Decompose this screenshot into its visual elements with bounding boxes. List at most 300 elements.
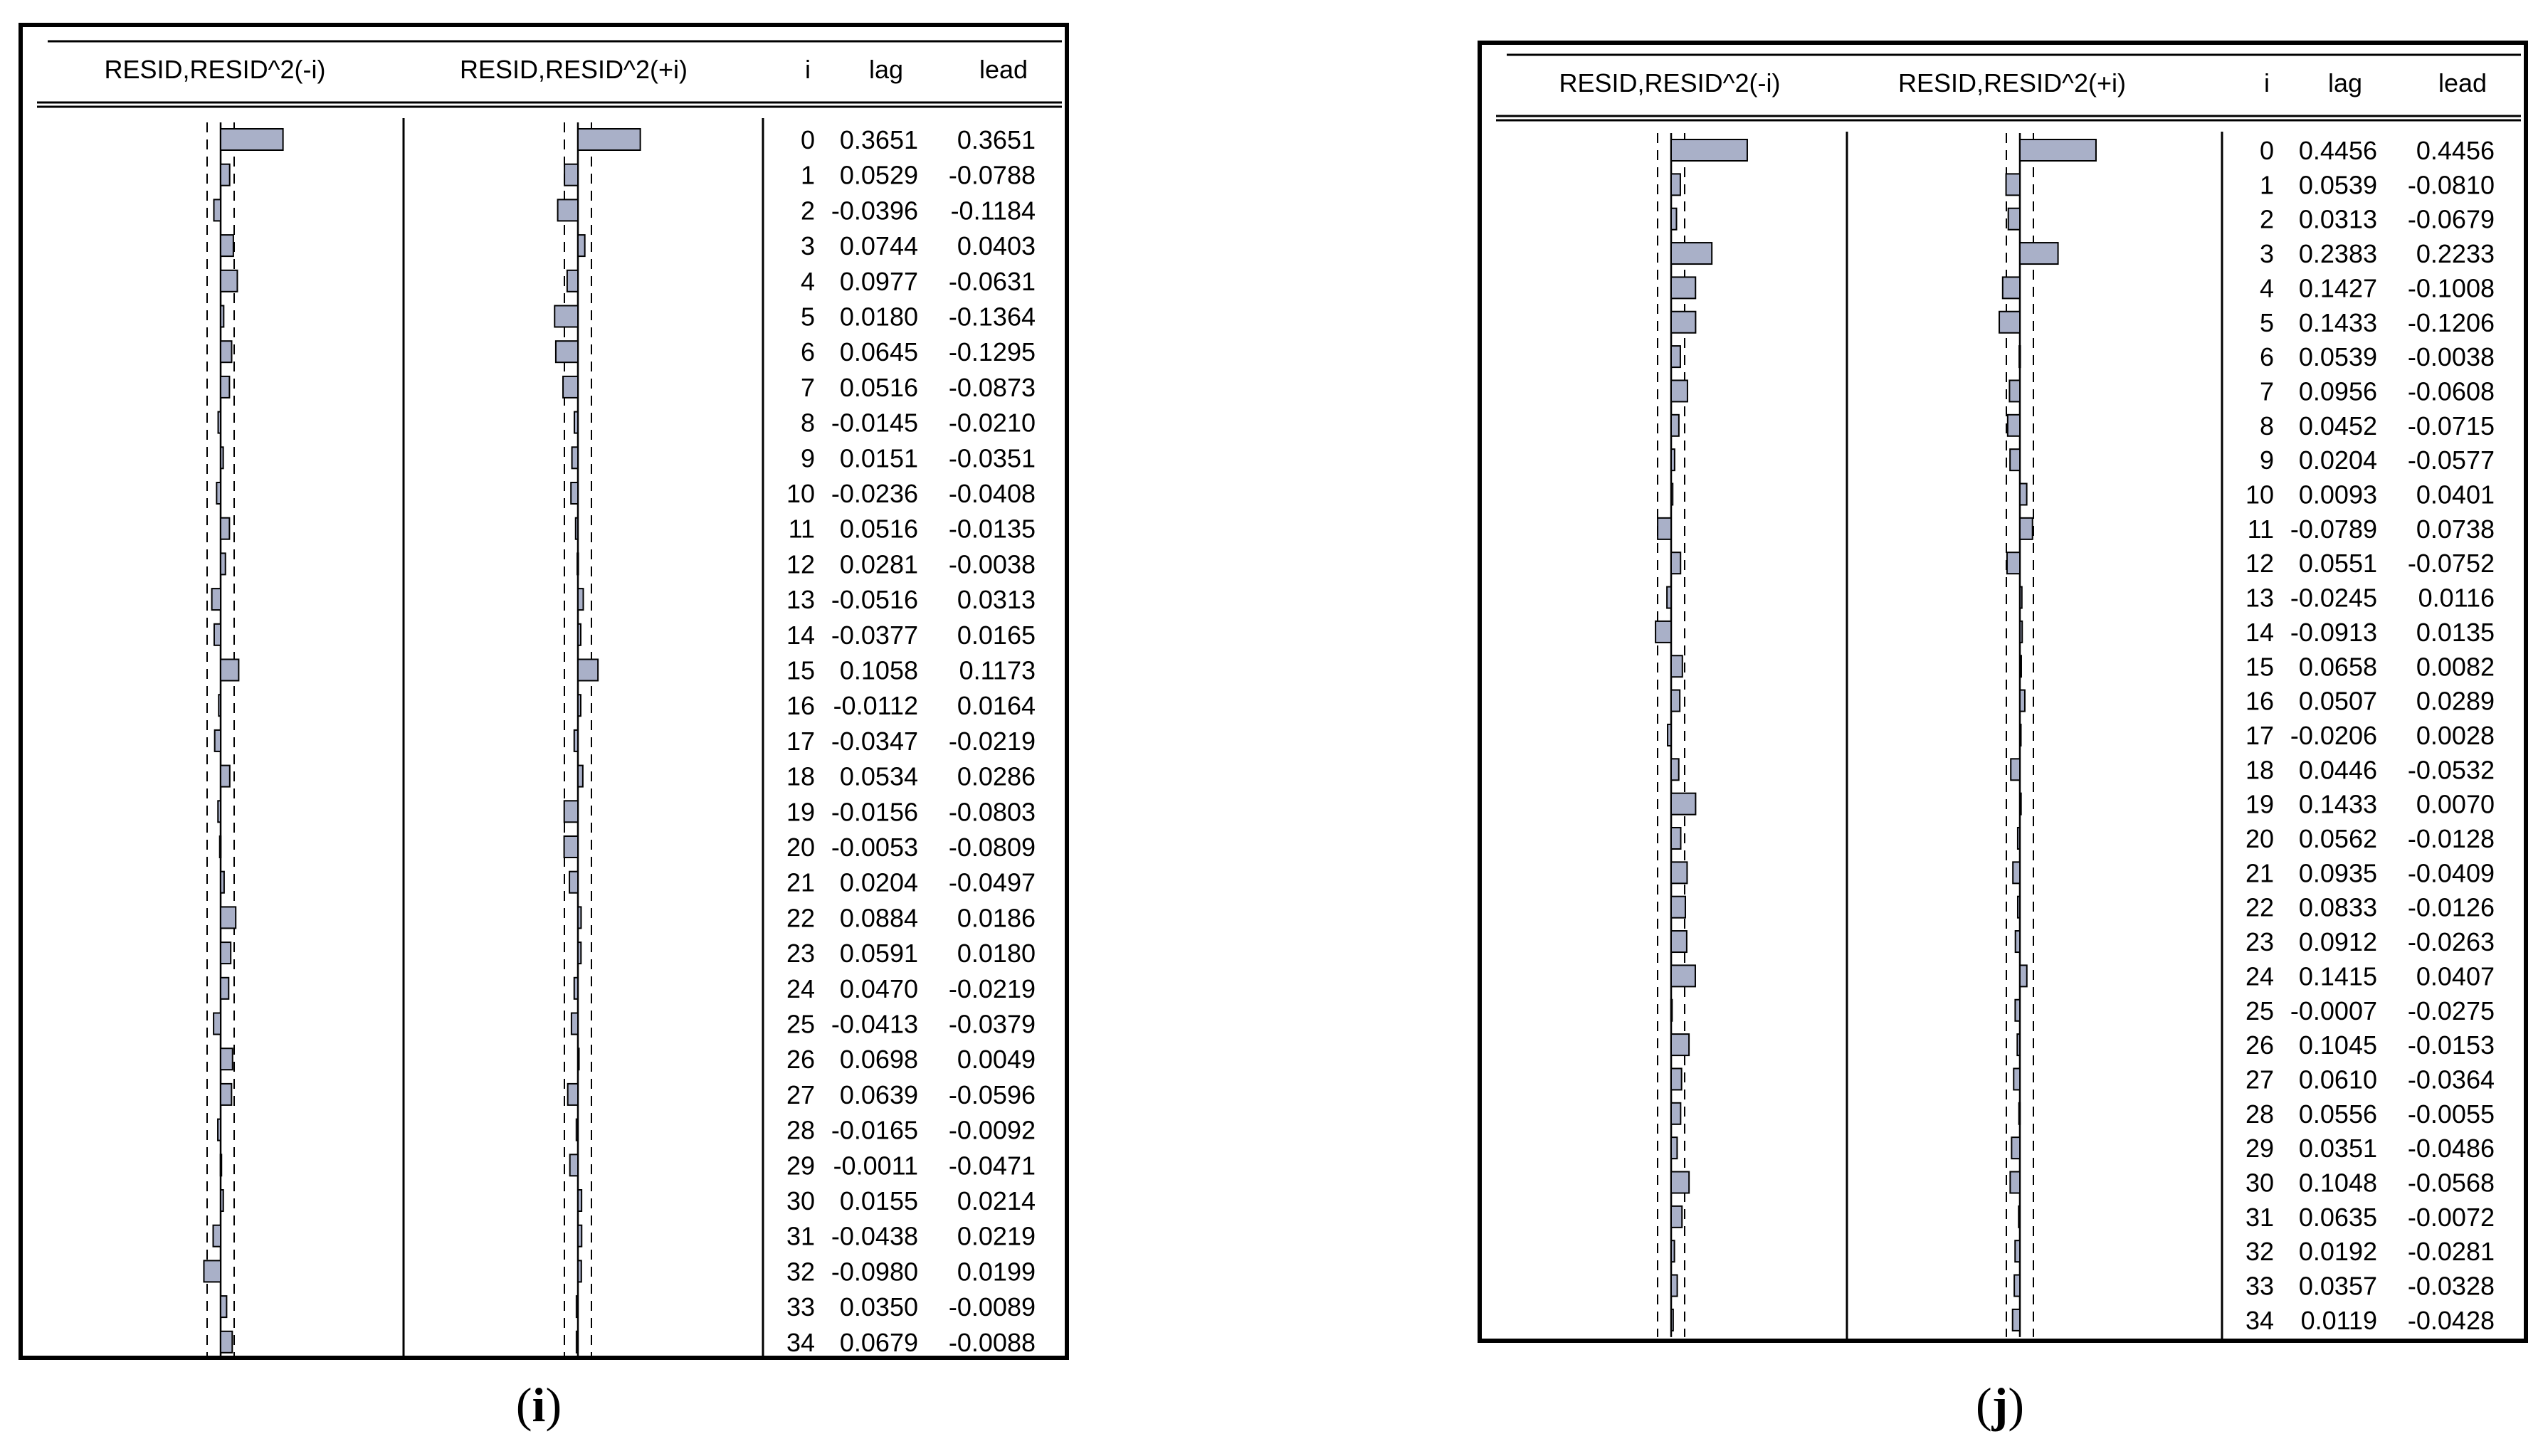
lead-bar	[2006, 174, 2020, 195]
lead-value-label: -0.0679	[2407, 204, 2495, 234]
lag-value-label: -0.0438	[831, 1221, 918, 1251]
lag-bar	[221, 660, 238, 681]
lag-bar	[1671, 897, 1685, 918]
lag-value-label: 0.0610	[2298, 1065, 2377, 1094]
lead-value-label: 0.2233	[2416, 239, 2495, 269]
lag-value-label: 0.3651	[839, 125, 918, 154]
lag-bar	[218, 1119, 221, 1141]
header-lag-label: lag	[868, 55, 904, 84]
lag-value-label: 0.0639	[839, 1080, 918, 1109]
lag-value-label: 0.1058	[839, 655, 918, 685]
lead-bar	[556, 341, 578, 362]
lead-bar	[571, 482, 578, 504]
lag-bar	[1671, 415, 1679, 436]
lead-value-label: -0.0038	[2407, 342, 2495, 372]
lead-bar	[2014, 1275, 2020, 1297]
lag-bar	[1671, 1000, 1673, 1021]
row-index-label: 14	[2245, 617, 2274, 647]
lead-bar	[578, 624, 581, 645]
lag-bar	[221, 164, 230, 186]
header-lead-label: lead	[2438, 68, 2487, 97]
lag-value-label: 0.0192	[2298, 1237, 2377, 1267]
lead-value-label: 0.0049	[957, 1045, 1036, 1075]
header-i-label: i	[2264, 68, 2270, 97]
lag-bar	[1671, 828, 1680, 849]
lead-bar	[564, 801, 578, 822]
lead-bar	[576, 1119, 578, 1141]
lead-value-label: -0.0281	[2407, 1237, 2495, 1267]
lead-value-label: -0.0486	[2407, 1134, 2495, 1164]
lead-value-label: 0.0070	[2416, 789, 2495, 819]
lag-bar	[221, 518, 229, 539]
lag-bar	[1671, 862, 1687, 883]
lead-value-label: -0.0038	[948, 549, 1036, 579]
row-index-label: 10	[786, 479, 815, 508]
lag-value-label: -0.0913	[2290, 617, 2377, 647]
row-index-label: 33	[2245, 1271, 2274, 1301]
row-index-label: 18	[786, 761, 815, 791]
lead-bar	[576, 1296, 578, 1317]
lag-bar	[1671, 277, 1695, 298]
lag-value-label: -0.0112	[833, 691, 918, 721]
lead-bar	[567, 270, 578, 292]
lag-bar	[1671, 312, 1695, 333]
row-index-label: 32	[2245, 1237, 2274, 1267]
lead-value-label: -0.1364	[948, 302, 1036, 332]
lead-bar	[2020, 793, 2021, 815]
lag-bar	[1671, 1068, 1682, 1090]
lead-bar	[2018, 828, 2020, 849]
row-index-label: 8	[800, 408, 815, 438]
lead-bar	[574, 730, 578, 751]
lag-value-label: 0.0912	[2298, 927, 2377, 957]
lag-value-label: 0.0204	[2298, 445, 2377, 475]
lead-bar	[2018, 897, 2020, 918]
row-index-label: 22	[2245, 892, 2274, 922]
lag-bar	[216, 482, 221, 504]
lead-bar	[577, 553, 579, 574]
lag-bar	[204, 1260, 221, 1282]
lead-value-label: -0.0072	[2407, 1202, 2495, 1232]
lead-value-label: -0.1295	[948, 337, 1036, 367]
lag-bar	[1671, 174, 1680, 195]
row-index-label: 26	[2245, 1030, 2274, 1060]
lead-value-label: 0.0164	[957, 691, 1036, 721]
lead-bar	[2013, 1068, 2020, 1090]
header-lag-label: lag	[2327, 68, 2363, 97]
lead-bar	[578, 1260, 581, 1282]
lead-bar	[2003, 277, 2020, 298]
lead-bar	[564, 164, 578, 186]
lead-value-label: -0.0596	[948, 1080, 1036, 1109]
lead-value-label: -0.0873	[948, 372, 1036, 402]
lag-value-label: 0.0281	[839, 549, 918, 579]
lag-bar	[1671, 793, 1695, 815]
row-index-label: 9	[2259, 445, 2274, 475]
row-index-label: 2	[800, 196, 815, 226]
row-index-label: 21	[786, 867, 815, 897]
lead-value-label: -0.0135	[948, 514, 1036, 544]
lag-value-label: 0.4456	[2298, 136, 2377, 165]
header-right-label: RESID,RESID^2(+i)	[1898, 68, 2126, 97]
lag-bar	[214, 199, 221, 221]
row-index-label: 26	[786, 1045, 815, 1075]
lag-value-label: -0.0145	[831, 408, 918, 438]
lag-bar	[221, 1296, 226, 1317]
row-index-label: 3	[2259, 239, 2274, 269]
lead-bar	[572, 447, 578, 468]
lag-value-label: 0.1048	[2298, 1168, 2377, 1198]
lead-value-label: -0.0088	[948, 1327, 1036, 1357]
lead-value-label: -0.0788	[948, 160, 1036, 190]
lag-value-label: -0.0396	[831, 196, 918, 226]
lag-value-label: -0.0165	[831, 1115, 918, 1145]
lag-bar	[221, 1190, 223, 1211]
row-index-label: 5	[800, 302, 815, 332]
lag-value-label: 0.0357	[2298, 1271, 2377, 1301]
lag-value-label: 0.0645	[839, 337, 918, 367]
row-index-label: 1	[800, 160, 815, 190]
row-index-label: 2	[2259, 204, 2274, 234]
row-index-label: 7	[800, 372, 815, 402]
row-index-label: 19	[2245, 789, 2274, 819]
lag-bar	[218, 801, 221, 822]
lead-bar	[2008, 209, 2020, 230]
lag-bar	[1671, 1137, 1677, 1159]
lead-value-label: -0.0364	[2407, 1065, 2495, 1094]
lead-bar	[2015, 1000, 2020, 1021]
lead-value-label: 0.0028	[2416, 720, 2495, 750]
row-index-label: 18	[2245, 755, 2274, 785]
lag-bar	[221, 306, 223, 327]
lag-bar	[219, 695, 221, 716]
row-index-label: 12	[786, 549, 815, 579]
row-index-label: 6	[2259, 342, 2274, 372]
lead-bar	[568, 1084, 578, 1105]
lag-bar	[221, 341, 231, 362]
lead-value-label: -0.0263	[2407, 927, 2495, 957]
lag-value-label: 0.0539	[2298, 170, 2377, 200]
lag-value-label: 0.0935	[2298, 858, 2377, 888]
lag-value-label: 0.0534	[839, 761, 918, 791]
lead-bar	[578, 1048, 579, 1070]
lead-bar	[2019, 346, 2021, 367]
row-index-label: 23	[2245, 927, 2274, 957]
row-index-label: 6	[800, 337, 815, 367]
row-index-label: 7	[2259, 376, 2274, 406]
lag-bar	[1671, 965, 1695, 986]
row-index-label: 0	[2259, 136, 2274, 165]
lag-bar	[1671, 690, 1680, 712]
lead-bar	[578, 1190, 581, 1211]
lag-value-label: 0.0119	[2300, 1305, 2377, 1335]
lead-bar	[578, 695, 581, 716]
lag-value-label: 0.0658	[2298, 652, 2377, 682]
row-index-label: 12	[2245, 549, 2274, 579]
lag-bar	[221, 1048, 233, 1070]
row-index-label: 21	[2245, 858, 2274, 888]
lead-bar	[576, 518, 578, 539]
correlogram-chart-j	[1482, 45, 2524, 1339]
lead-value-label: -0.0810	[2407, 170, 2495, 200]
lead-bar	[578, 942, 581, 964]
lag-bar	[221, 235, 233, 256]
row-index-label: 31	[786, 1221, 815, 1251]
lag-bar	[221, 942, 231, 964]
row-index-label: 25	[786, 1009, 815, 1039]
lead-bar	[2020, 139, 2096, 161]
lead-bar	[578, 1225, 581, 1247]
lag-value-label: 0.0155	[839, 1186, 918, 1215]
lag-bar	[1671, 1309, 1673, 1331]
lag-bar	[221, 766, 230, 787]
correlogram-chart-i	[23, 27, 1065, 1356]
header-right-label: RESID,RESID^2(+i)	[460, 55, 688, 84]
header-i-label: i	[805, 55, 811, 84]
lag-value-label: 0.0551	[2298, 549, 2377, 579]
lag-bar	[1667, 587, 1671, 608]
lag-bar	[1671, 209, 1677, 230]
row-index-label: 20	[786, 833, 815, 862]
lag-bar	[1671, 1206, 1682, 1228]
row-index-label: 33	[786, 1292, 815, 1322]
lead-value-label: 0.0286	[957, 761, 1036, 791]
lag-value-label: 0.0470	[839, 974, 918, 1003]
lead-value-label: -0.0219	[948, 726, 1036, 756]
lag-value-label: 0.0351	[2298, 1134, 2377, 1164]
lead-value-label: -0.0497	[948, 867, 1036, 897]
lead-value-label: 0.0186	[957, 903, 1036, 933]
panel-caption-letter: j	[1991, 1378, 2008, 1432]
panel-caption-j: (j)	[1976, 1378, 2024, 1432]
lead-value-label: 0.0407	[2416, 961, 2495, 991]
lag-value-label: -0.0413	[831, 1009, 918, 1039]
lead-value-label: -0.0715	[2407, 411, 2495, 441]
lead-bar	[2009, 380, 2020, 401]
lead-value-label: 0.0214	[957, 1186, 1036, 1215]
row-index-label: 29	[786, 1151, 815, 1181]
row-index-label: 31	[2245, 1202, 2274, 1232]
lead-bar	[554, 306, 578, 327]
lead-bar	[2020, 965, 2027, 986]
lead-value-label: -0.0219	[948, 974, 1036, 1003]
lead-bar	[564, 836, 578, 858]
lead-value-label: 0.0313	[957, 585, 1036, 615]
lag-bar	[1671, 380, 1688, 401]
lag-value-label: -0.0245	[2290, 583, 2377, 613]
lead-bar	[2019, 1103, 2021, 1124]
lag-bar	[1671, 931, 1687, 952]
lead-value-label: 0.0135	[2416, 617, 2495, 647]
lag-value-label: 0.0313	[2298, 204, 2377, 234]
lag-value-label: 0.0977	[839, 266, 918, 296]
lead-value-label: -0.0428	[2407, 1305, 2495, 1335]
lead-bar	[2017, 1034, 2020, 1055]
lead-bar	[574, 978, 578, 999]
lag-bar	[220, 836, 221, 858]
lead-bar	[2020, 690, 2025, 712]
lag-bar	[1671, 1034, 1689, 1055]
lead-value-label: -0.0608	[2407, 376, 2495, 406]
lead-value-label: -0.0092	[948, 1115, 1036, 1145]
row-index-label: 27	[786, 1080, 815, 1109]
lead-value-label: 0.0082	[2416, 652, 2495, 682]
lag-bar	[221, 376, 229, 398]
lag-value-label: 0.0539	[2298, 342, 2377, 372]
lead-value-label: -0.0532	[2407, 755, 2495, 785]
lead-bar	[2020, 655, 2021, 677]
lag-bar	[221, 872, 224, 893]
lag-bar	[219, 412, 221, 433]
lead-value-label: -0.0809	[948, 833, 1036, 862]
lead-bar	[574, 412, 578, 433]
lag-value-label: 0.0204	[839, 867, 918, 897]
row-index-label: 0	[800, 125, 815, 154]
lead-bar	[2008, 415, 2020, 436]
lead-bar	[563, 376, 578, 398]
lag-value-label: -0.0347	[831, 726, 918, 756]
lag-value-label: 0.0151	[839, 443, 918, 473]
row-index-label: 30	[2245, 1168, 2274, 1198]
row-index-label: 24	[786, 974, 815, 1003]
row-index-label: 11	[2247, 514, 2274, 544]
header-lead-label: lead	[979, 55, 1028, 84]
lead-value-label: -0.0471	[948, 1151, 1036, 1181]
lag-value-label: -0.0206	[2290, 720, 2377, 750]
lead-value-label: -0.0379	[948, 1009, 1036, 1039]
row-index-label: 14	[786, 620, 815, 650]
row-index-label: 27	[2245, 1065, 2274, 1094]
lead-bar	[2011, 759, 2020, 780]
lead-bar	[2020, 484, 2027, 505]
lead-value-label: -0.0089	[948, 1292, 1036, 1322]
lead-bar	[558, 199, 578, 221]
lag-value-label: 0.0679	[839, 1327, 918, 1357]
lag-value-label: 0.0635	[2298, 1202, 2377, 1232]
lag-value-label: 0.1415	[2298, 961, 2377, 991]
lead-bar	[2007, 552, 2020, 574]
lead-value-label: 0.4456	[2416, 136, 2495, 165]
row-index-label: 13	[2245, 583, 2274, 613]
lead-value-label: -0.0568	[2407, 1168, 2495, 1198]
lead-value-label: -0.0210	[948, 408, 1036, 438]
lead-value-label: 0.0219	[957, 1221, 1036, 1251]
lag-value-label: 0.1427	[2298, 273, 2377, 303]
lag-value-label: 0.0093	[2298, 480, 2377, 510]
lead-bar	[2020, 621, 2022, 643]
lead-value-label: 0.1173	[959, 655, 1036, 685]
lag-value-label: -0.0236	[831, 479, 918, 508]
row-index-label: 5	[2259, 307, 2274, 337]
lead-value-label: -0.0752	[2407, 549, 2495, 579]
lag-value-label: 0.1433	[2298, 789, 2377, 819]
lag-bar	[221, 978, 228, 999]
lead-bar	[578, 235, 585, 256]
lead-value-label: -0.0409	[2407, 858, 2495, 888]
lead-bar	[2013, 862, 2020, 883]
lead-value-label: 0.3651	[957, 125, 1036, 154]
row-index-label: 20	[2245, 824, 2274, 853]
lead-bar	[578, 907, 581, 928]
row-index-label: 4	[800, 266, 815, 296]
lag-value-label: 0.0884	[839, 903, 918, 933]
lag-value-label: 0.0591	[839, 939, 918, 969]
lag-bar	[1671, 139, 1747, 161]
lag-bar	[1671, 1240, 1675, 1262]
lead-bar	[2010, 449, 2020, 470]
lag-bar	[221, 129, 283, 150]
lead-value-label: -0.0408	[948, 479, 1036, 508]
lead-bar	[570, 1154, 578, 1176]
lead-value-label: -0.0128	[2407, 824, 2495, 853]
lag-bar	[221, 1331, 232, 1353]
lead-bar	[578, 660, 598, 681]
lead-bar	[2020, 724, 2021, 746]
row-index-label: 24	[2245, 961, 2274, 991]
lag-bar	[221, 553, 226, 574]
lead-bar	[578, 129, 641, 150]
lag-value-label: 0.0529	[839, 160, 918, 190]
lag-bar	[1671, 1275, 1678, 1297]
lead-value-label: -0.0055	[2407, 1099, 2495, 1129]
row-index-label: 30	[786, 1186, 815, 1215]
lead-bar	[572, 1013, 578, 1035]
lead-value-label: -0.1184	[950, 196, 1036, 226]
panel-caption-i: (i)	[515, 1378, 562, 1432]
lag-bar	[221, 1154, 222, 1176]
lag-bar	[221, 447, 223, 468]
lag-value-label: 0.0446	[2298, 755, 2377, 785]
lag-value-label: 0.0744	[839, 231, 918, 261]
lag-value-label: -0.0156	[831, 797, 918, 827]
lag-value-label: 0.0556	[2298, 1099, 2377, 1129]
lag-bar	[221, 907, 236, 928]
lag-bar	[214, 624, 221, 645]
lag-bar	[1671, 484, 1673, 505]
lag-value-label: -0.0377	[831, 620, 918, 650]
lead-value-label: 0.0403	[957, 231, 1036, 261]
lead-bar	[569, 872, 578, 893]
lag-bar	[1668, 724, 1671, 746]
lag-value-label: 0.0350	[839, 1292, 918, 1322]
row-index-label: 16	[2245, 686, 2274, 716]
lead-bar	[578, 766, 583, 787]
lead-bar	[1999, 312, 2020, 333]
lead-value-label: -0.0328	[2407, 1271, 2495, 1301]
lag-bar	[212, 589, 221, 610]
lag-bar	[1671, 243, 1712, 264]
lead-value-label: -0.1206	[2407, 307, 2495, 337]
lead-bar	[2018, 1206, 2020, 1228]
lag-value-label: -0.0053	[831, 833, 918, 862]
row-index-label: 10	[2245, 480, 2274, 510]
lead-bar	[2013, 1309, 2020, 1331]
lag-value-label: 0.1045	[2298, 1030, 2377, 1060]
lag-bar	[214, 1013, 221, 1035]
lag-bar	[1671, 1172, 1689, 1193]
lead-bar	[2020, 243, 2058, 264]
row-index-label: 13	[786, 585, 815, 615]
lag-value-label: 0.0516	[839, 514, 918, 544]
lag-value-label: 0.0833	[2298, 892, 2377, 922]
lag-bar	[1671, 449, 1675, 470]
header-left-label: RESID,RESID^2(-i)	[104, 55, 326, 84]
row-index-label: 28	[786, 1115, 815, 1145]
lead-value-label: 0.0165	[957, 620, 1036, 650]
row-index-label: 22	[786, 903, 815, 933]
row-index-label: 25	[2245, 996, 2274, 1025]
row-index-label: 19	[786, 797, 815, 827]
